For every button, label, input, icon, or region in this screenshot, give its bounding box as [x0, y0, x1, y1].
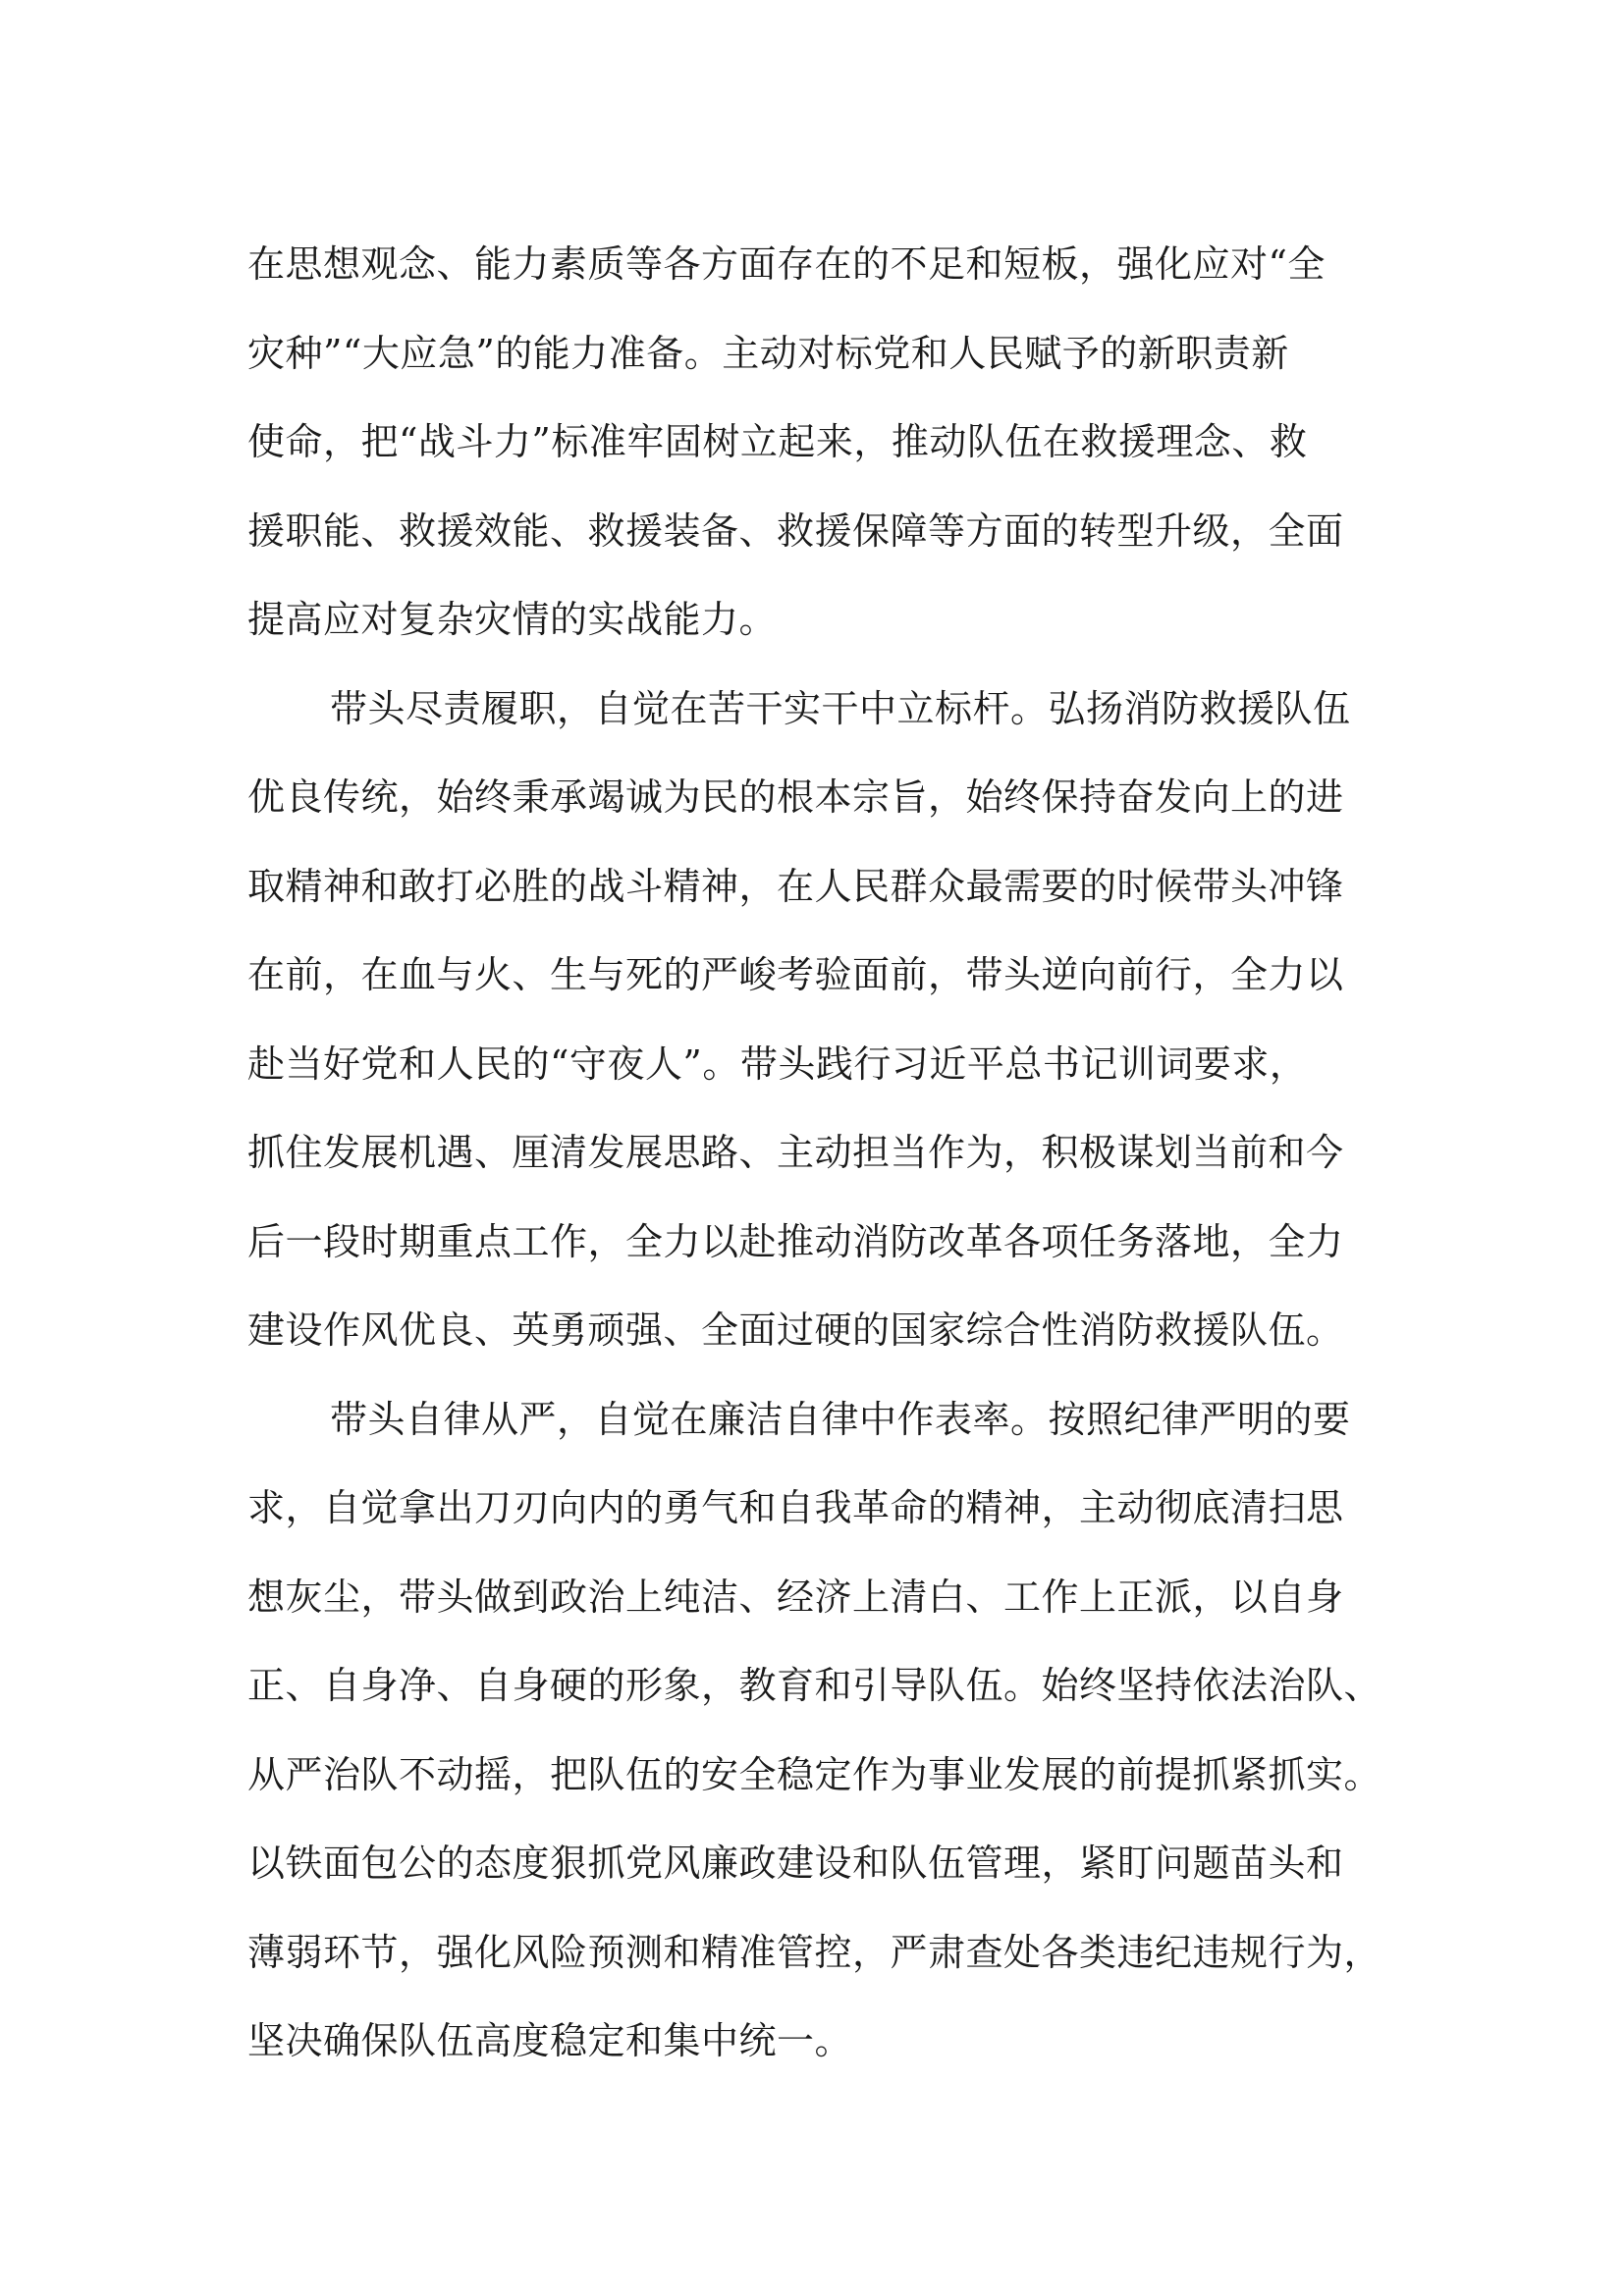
paragraph-start-line: 带头自律从严，自觉在廉洁自律中作表率。按照纪律严明的要: [330, 1397, 1351, 1441]
text-line: 以铁面包公的态度狠抓党风廉政建设和队伍管理，紧盯问题苗头和: [247, 1842, 1344, 1885]
text-line: 援职能、救援效能、救援装备、救援保障等方面的转型升级，全面: [247, 508, 1344, 553]
paragraph-start-line: 带头尽责履职，自觉在苦干实干中立标杆。弘扬消防救援队伍: [330, 686, 1351, 730]
text-line: 使命，把“战斗力”标准牢固树立起来，推动队伍在救援理念、救: [247, 420, 1308, 463]
text-line: 从严治队不动摇，把队伍的安全稳定作为事业发展的前提抓紧抓实。: [247, 1752, 1382, 1796]
text-line: 赴当好党和人民的“守夜人”。带头践行习近平总书记训词要求，: [247, 1041, 1308, 1086]
text-line: 在前，在血与火、生与死的严峻考验面前，带头逆向前行，全力以: [247, 953, 1344, 996]
text-line: 优良传统，始终秉承竭诚为民的根本宗旨，始终保持奋发向上的进: [247, 775, 1344, 819]
text-line: 建设作风优良、英勇顽强、全面过硬的国家综合性消防救援队伍。: [247, 1308, 1344, 1352]
text-line: 取精神和敢打必胜的战斗精神，在人民群众最需要的时候带头冲锋: [247, 864, 1344, 908]
text-line: 想灰尘，带头做到政治上纯洁、经济上清白、工作上正派，以自身: [247, 1575, 1344, 1619]
text-line: 正、自身净、自身硬的形象，教育和引导队伍。始终坚持依法治队、: [247, 1664, 1382, 1707]
text-line: 薄弱环节，强化风险预测和精准管控，严肃查处各类违纪违规行为，: [247, 1930, 1382, 1974]
text-line: 灾种”“大应急”的能力准备。主动对标党和人民赋予的新职责新: [247, 331, 1289, 375]
text-line: 在思想观念、能力素质等各方面存在的不足和短板，强化应对“全: [247, 242, 1326, 286]
text-line: 后一段时期重点工作，全力以赴推动消防改革各项任务落地，全力: [247, 1219, 1344, 1263]
document-body: [247, 220, 1386, 2086]
text-line: 坚决确保队伍高度稳定和集中统一。: [247, 2019, 853, 2062]
text-line: 抓住发展机遇、厘清发展思路、主动担当作为，积极谋划当前和今: [247, 1131, 1344, 1174]
text-line: 求，自觉拿出刀刃向内的勇气和自我革命的精神，主动彻底清扫思: [247, 1486, 1344, 1529]
text-line: 提高应对复杂灾情的实战能力。: [247, 598, 778, 641]
